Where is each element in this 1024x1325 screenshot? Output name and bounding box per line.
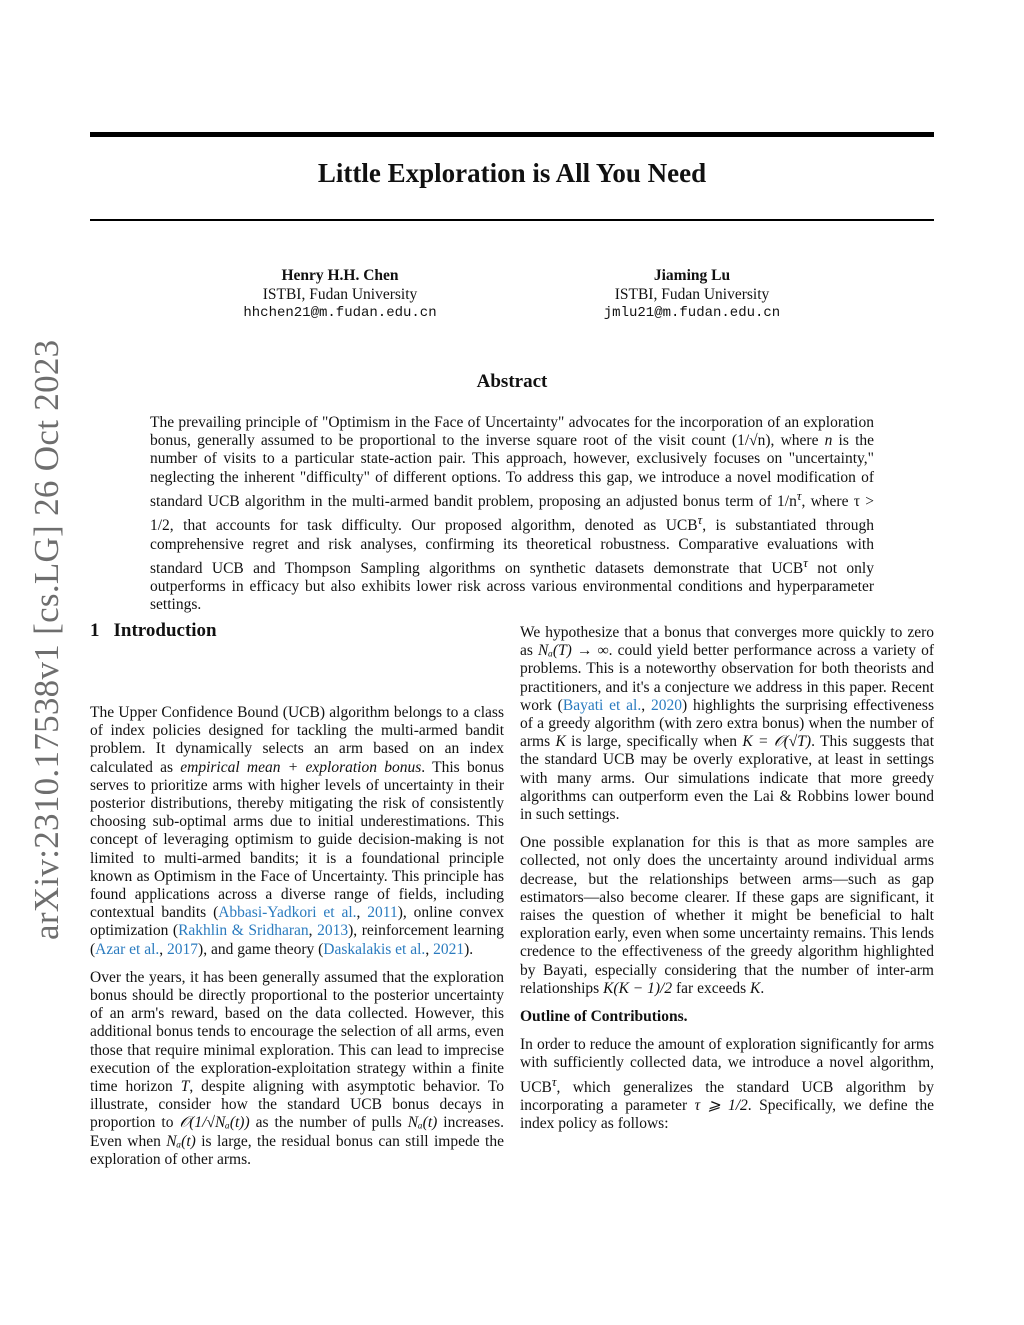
citation-year-link[interactable]: 2020 bbox=[650, 696, 682, 714]
citation-link[interactable]: Abbasi-Yadkori et al. bbox=[218, 904, 357, 922]
author-name: Jiaming Lu bbox=[653, 267, 731, 284]
author-email[interactable]: hhchen21@m.fudan.edu.cn bbox=[243, 305, 437, 321]
citation-link[interactable]: Rakhlin & Sridharan bbox=[178, 922, 309, 940]
paragraph: The Upper Confidence Bound (UCB) algorithm belongs to a class of index policies designed for tackling the multi-armed bandit problem. It dynamically selects an arm based on an index calculated as empirical mean + exploration bonus. This bonus serves to prioritize arms with higher levels of uncertainty in their posterior distributions, thereby mitigating the risk of consistently choosing sub-optimal arms due to initial underestimations. This concept of leveraging optimism to guide decision-making is not limited to multi-armed bandits; it is a foundational principle known as Optimism in the Face of Uncertainty. This principle has found applications across a diverse range of fields, including contextual bandits (Abbasi-Yadkori et al., 2011), online convex optimization (Rakhlin & Sridharan, 2013), reinforcement learning (Azar et al., 2017), and game theory (Daskalakis et al., 2021). bbox=[90, 704, 505, 958]
arxiv-identifier[interactable]: arXiv:2310.17538v1 [cs.LG] 26 Oct 2023 bbox=[27, 339, 66, 940]
author-block-1 bbox=[190, 266, 490, 323]
citation-year-link[interactable]: 2011 bbox=[367, 904, 398, 922]
citation-year-link[interactable]: 2021 bbox=[433, 940, 465, 958]
paragraph: We hypothesize that a bonus that converges more quickly to zero as Nₐ(T) → ∞. could yield better performance across a variety of problems. This is a noteworthy observation for both theorists and practitioners, and it's a conjecture we address in this paper. Recent work (Bayati et al., 2020) highlights the surprising effectiveness of a greedy algorithm (with zero extra bonus) when the number of arms K is large, specifically when K = 𝒪(√T). This suggests that the standard UCB may be overly explorative, at least in settings with many arms. Our simulations indicate that more greedy algorithms can outperform even the Lai & Robbins lower bound in such settings. bbox=[520, 624, 934, 824]
abstract-heading: Abstract bbox=[476, 371, 548, 392]
title-rule-bottom bbox=[90, 219, 934, 221]
paragraph: Over the years, it has been generally assumed that the exploration bonus should be directly proportional to the posterior uncertainty of an arm's reward, based on the data collected. However, this additional bonus tends to encourage the selection of all arms, even those that require minimal exploration. This can lead to imprecise execution of the exploration-exploitation strategy within a finite time horizon T, despite aligning with asymptotic behavior. To illustrate, consider how the standard UCB bonus decays in proportion to 𝒪(1/√Nₐ(t)) as the number of pulls Nₐ(t) increases. Even when Nₐ(t) is large, the residual bonus can still impede the exploration of other arms. bbox=[90, 968, 504, 1168]
title-rule-top bbox=[90, 132, 934, 137]
left-column bbox=[90, 704, 504, 1179]
abstract-text: The prevailing principle of "Optimism in the Face of Uncertainty" advocates for the incorporation of an exploration bonus, generally assumed to be proportional to the inverse square root of the visit count (1/√n), where n is the number of visits to a particular state-action pair. This approach, however, exclusively focuses on "uncertainty," neglecting the inherent "difficulty" of different options. To address this gap, we introduce a novel modification of standard UCB algorithm in the multi-armed bandit problem, proposing an adjusted bonus term of $1/n^\tau$, where τ > 1/2, that accounts for task difficulty. Our proposed algorithm, denoted as $UCB^\tau$, is substantiated through comprehensive regret and risk analyses, confirming its theoretical robustness. Comparative evaluations with standard UCB and Thompson Sampling algorithms on synthetic datasets demonstrate that $UCB^\tau$ not only outperforms in efficacy but also exhibits lower risk across various environmental conditions and hyperparameter settings. bbox=[150, 414, 874, 614]
right-column bbox=[520, 624, 934, 1143]
paragraph: In order to reduce the amount of exploration significantly for arms with sufficiently collected data, we introduce a novel algorithm, $UCB^\tau$, which generalizes the standard UCB algorithm by incorporating a parameter τ ⩾ 1/2. Specifically, we define the index policy as follows: bbox=[520, 1036, 934, 1133]
section-heading-introduction: 1 Introduction bbox=[90, 620, 217, 641]
citation-link[interactable]: Daskalakis et al. bbox=[323, 940, 426, 958]
paragraph: One possible explanation for this is that as more samples are collected, not only does the uncertainty around individual arms decrease, but the relationships between arms—such as gap estimators—also become clearer. If these gaps are significant, it raises the question of whether it might be beneficial to halt exploration early, even when some uncertainty remains. This lends credence to the effectiveness of the greedy algorithm highlighted by Bayati, especially considering that the number of inter-arm relationships K(K − 1)/2 far exceeds K. bbox=[520, 834, 934, 997]
author-name: Henry H.H. Chen bbox=[281, 267, 399, 284]
author-email[interactable]: jmlu21@m.fudan.edu.cn bbox=[603, 305, 781, 321]
citation-year-link[interactable]: 2017 bbox=[167, 940, 199, 958]
citation-link[interactable]: Azar et al. bbox=[95, 940, 160, 958]
author-block-2 bbox=[542, 266, 842, 323]
paper-title: Little Exploration is All You Need bbox=[317, 158, 707, 188]
citation-link[interactable]: Bayati et al. bbox=[562, 696, 642, 714]
author-affiliation: ISTBI, Fudan University bbox=[262, 286, 418, 303]
outline-heading: Outline of Contributions. bbox=[520, 1008, 688, 1026]
citation-year-link[interactable]: 2013 bbox=[317, 922, 349, 940]
author-affiliation: ISTBI, Fudan University bbox=[614, 286, 770, 303]
